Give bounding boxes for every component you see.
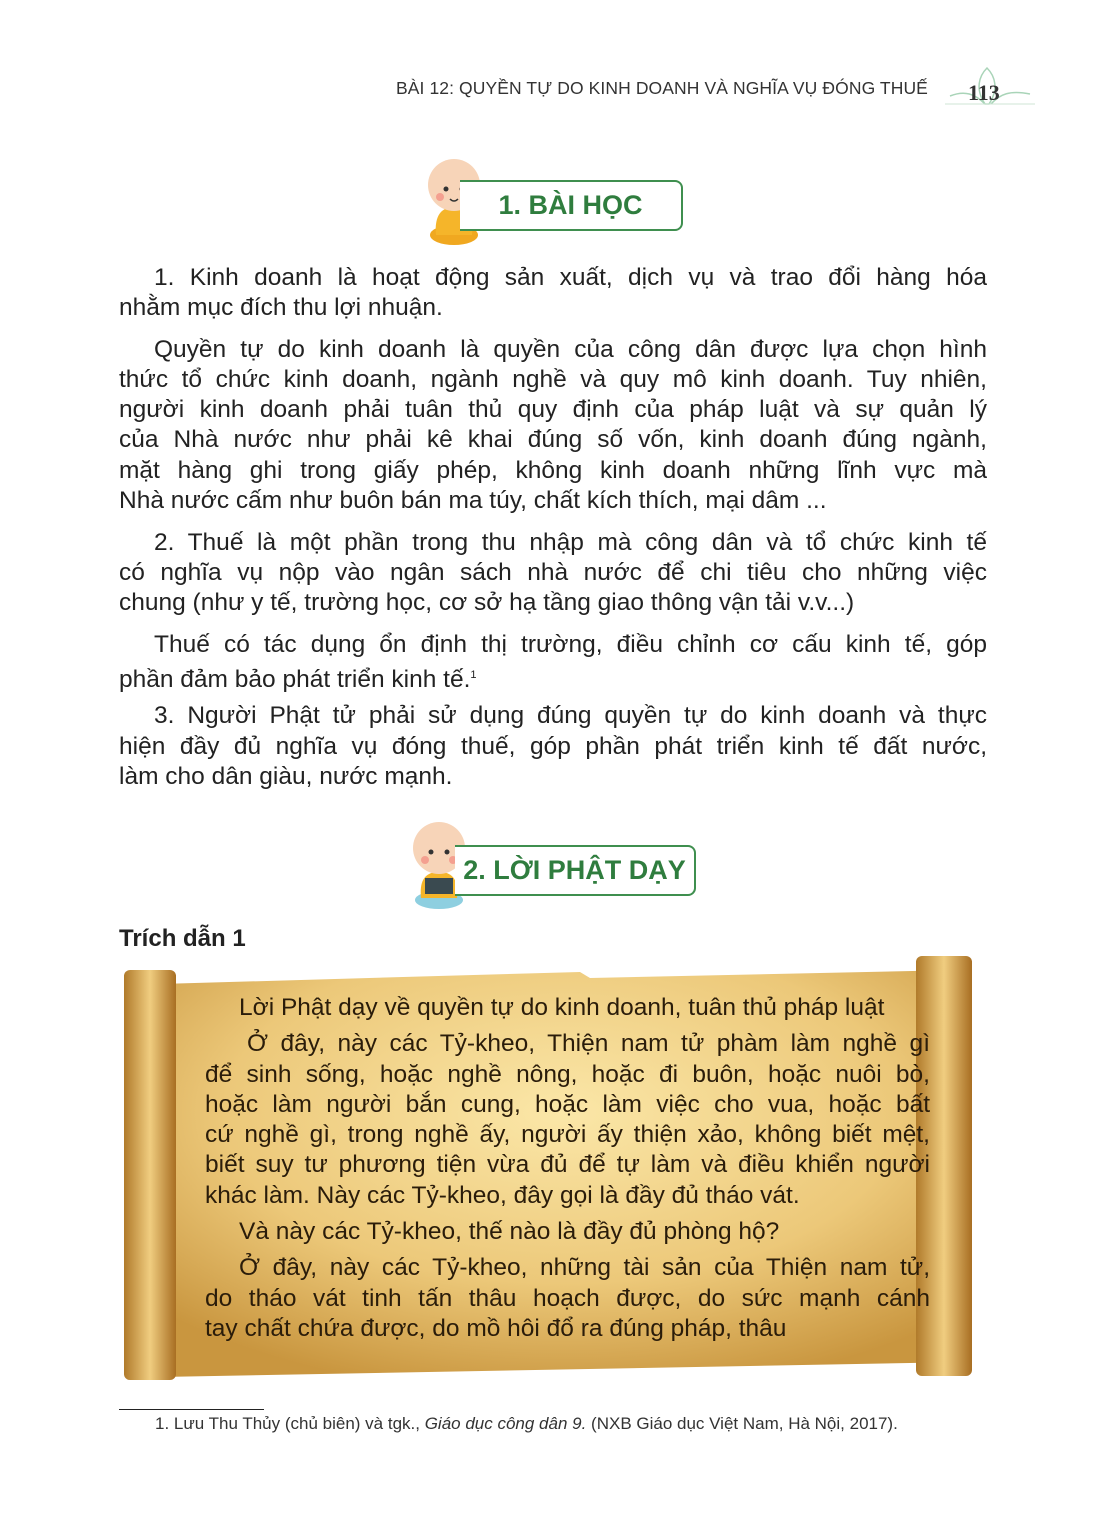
text-line: có nghĩa vụ nộp vào ngân sách nhà nước để chi tiêu cho những việc: [119, 558, 987, 586]
text-line: thức tổ chức kinh doanh, ngành nghề và quy mô kinh doanh. Tuy nhiên,: [119, 366, 987, 394]
section-title-text: 2. LỜI PHẬT DẠY: [463, 855, 686, 885]
text-line: hoặc làm người bắn cung, hoặc làm việc cho vua, hoặc bất: [205, 1090, 930, 1118]
text-line: người kinh doanh phải tuân thủ quy định của pháp luật và sự quản lý: [119, 396, 987, 424]
text-line: Quyền tự do kinh doanh là quyền của công dân được lựa chọn hình: [154, 335, 987, 363]
quote-text: [205, 993, 930, 1350]
text-line: chung (như y tế, trường học, cơ sở hạ tầng giao thông vận tải v.v...): [119, 588, 855, 616]
text-line: của Nhà nước như phải kê khai đúng số vốn, kinh doanh đúng ngành,: [119, 426, 987, 454]
text-line: Và này các Tỷ-kheo, thế nào là đầy đủ phòng hộ?: [239, 1218, 780, 1246]
section-title-text: 1. BÀI HỌC: [498, 190, 643, 220]
text-line: 3. Người Phật tử phải sử dụng đúng quyền tự do kinh doanh và thực: [154, 702, 987, 730]
footnote: [155, 1414, 898, 1434]
paragraph: [205, 1217, 930, 1247]
lesson-body: [119, 263, 987, 804]
paragraph: [119, 263, 987, 323]
quote-label: Trích dẫn 1: [119, 925, 246, 952]
paragraph: [119, 701, 987, 792]
paragraph: [205, 1029, 930, 1211]
text-line: tay chất chứa được, do mồ hôi đổ ra đúng pháp, thâu: [205, 1314, 787, 1342]
text-line: biết suy tư phương tiện vừa đủ để tự làm và điều khiển người: [205, 1151, 930, 1179]
section-title-buddha-teaching: [455, 845, 696, 896]
footnote-ref[interactable]: 1: [470, 668, 477, 681]
text-line: phần đảm bảo phát triển kinh tế.$^1$: [119, 665, 477, 693]
text-line: mặt hàng ghi trong giấy phép, không kinh doanh những lĩnh vực mà: [119, 456, 987, 484]
text-line: cứ nghề gì, trong nghề ấy, người ấy thiện xảo, không biết mệt,: [205, 1121, 930, 1149]
text-line: Ở đây, này các Tỷ-kheo, Thiện nam tử phàm làm nghề gì: [247, 1030, 930, 1058]
running-header: BÀI 12: QUYỀN TỰ DO KINH DOANH VÀ NGHĨA VỤ ĐÓNG THUẾ: [396, 78, 928, 98]
text-line: Ở đây, này các Tỷ-kheo, những tài sản của Thiện nam tử,: [239, 1254, 930, 1282]
text-line: 1. Kinh doanh là hoạt động sản xuất, dịch vụ và trao đổi hàng hóa: [154, 264, 987, 291]
text-line: hiện đầy đủ nghĩa vụ đóng thuế, góp phần phát triển kinh tế đất nước,: [119, 732, 987, 760]
paragraph: [119, 630, 987, 693]
text-line: nhằm mục đích thu lợi nhuận.: [119, 294, 443, 322]
section-title-lesson: [460, 180, 683, 231]
paragraph: [205, 1253, 930, 1344]
paragraph: [205, 993, 930, 1023]
footnote-divider: [119, 1409, 264, 1410]
paragraph: [119, 528, 987, 619]
text-line: làm cho dân giàu, nước mạnh.: [119, 762, 453, 790]
text-line: khác làm. Này các Tỷ-kheo, đây gọi là đầy đủ tháo vát.: [205, 1181, 800, 1209]
footnote-book-title: Giáo dục công dân 9.: [424, 1414, 587, 1433]
paragraph: [119, 335, 987, 516]
text-line: Nhà nước cấm như buôn bán ma túy, chất kích thích, mại dâm ...: [119, 486, 827, 514]
footnote-publisher: (NXB Giáo dục Việt Nam, Hà Nội, 2017).: [586, 1414, 898, 1433]
text-line: Lời Phật dạy về quyền tự do kinh doanh, tuân thủ pháp luật: [239, 994, 885, 1021]
text-line: để sinh sống, hoặc nghề nông, hoặc đi buôn, hoặc nuôi bò,: [205, 1060, 930, 1088]
footnote-number: 1.: [155, 1414, 170, 1433]
page-number: 113: [968, 80, 1000, 105]
text-line: do tháo vát tinh tấn thâu hoạch được, do sức mạnh cánh: [205, 1284, 930, 1312]
text-line: 2. Thuế là một phần trong thu nhập mà công dân và tổ chức kinh tế: [154, 528, 987, 556]
footnote-authors: Lưu Thu Thủy (chủ biên) và tgk.,: [173, 1414, 425, 1433]
text-line: Thuế có tác dụng ổn định thị trường, điều chỉnh cơ cấu kinh tế, góp: [154, 630, 987, 658]
